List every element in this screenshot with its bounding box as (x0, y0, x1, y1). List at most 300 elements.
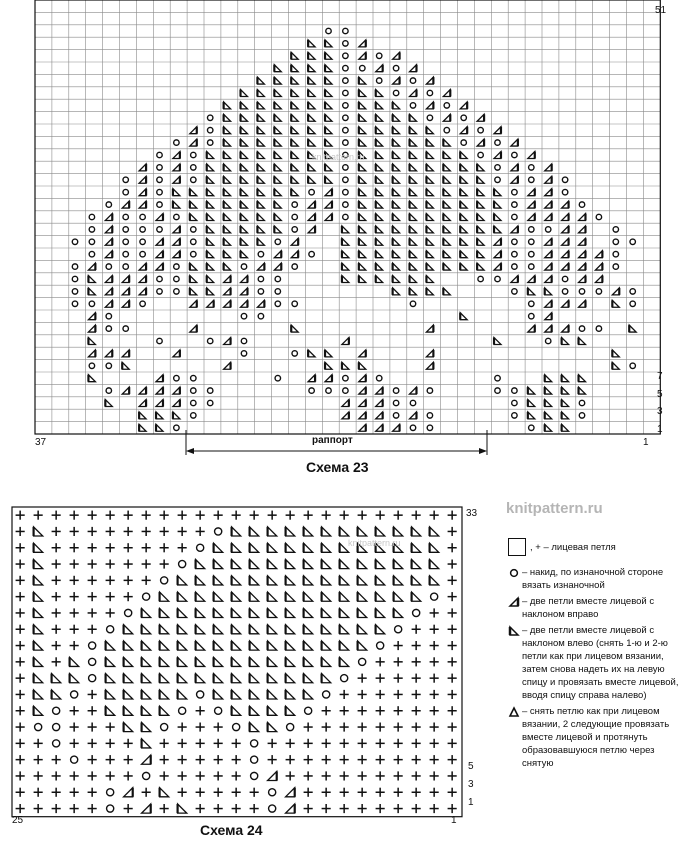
decrease-left-symbol (34, 576, 43, 585)
yarn-over-symbol (157, 189, 162, 194)
decrease-left-symbol (34, 657, 43, 666)
yarn-over-symbol (562, 189, 567, 194)
decrease-left-symbol (196, 576, 205, 585)
yarn-over-symbol (495, 165, 500, 170)
decrease-left-symbol (232, 690, 241, 699)
decrease-left-symbol (358, 608, 367, 617)
yarn-over-symbol (529, 301, 534, 306)
yarn-over-symbol (579, 413, 584, 418)
yarn-over-symbol (157, 177, 162, 182)
yarn-over-symbol (529, 425, 534, 430)
double-decrease-icon (508, 706, 520, 718)
decrease-left-symbol (142, 690, 151, 699)
yarn-over-symbol (292, 214, 297, 219)
yarn-over-symbol (326, 388, 331, 393)
decrease-left-symbol (304, 527, 313, 536)
decrease-left-symbol (178, 576, 187, 585)
yarn-over-symbol (596, 289, 601, 294)
yarn-over-symbol (495, 388, 500, 393)
yarn-over-symbol (630, 289, 635, 294)
decrease-left-symbol (34, 625, 43, 634)
yarn-over-symbol (251, 740, 258, 747)
decrease-left-symbol (304, 543, 313, 552)
yarn-over-symbol (157, 289, 162, 294)
yarn-over-symbol (529, 264, 534, 269)
yarn-over-symbol (343, 65, 348, 70)
yarn-over-symbol (72, 301, 77, 306)
decrease-left-symbol (160, 788, 169, 797)
yarn-over-symbol (123, 264, 128, 269)
yarn-over-symbol (343, 177, 348, 182)
repeat-label: раппорт (312, 435, 353, 446)
yarn-over-symbol (123, 239, 128, 244)
decrease-left-symbol (286, 576, 295, 585)
yarn-over-symbol (157, 227, 162, 232)
legend-sk2p-text: – снять петлю как при лицевом вязании, 2 следующие провязать вместе лицевой и протянуть образовавшуюся петлю через снятую (522, 706, 670, 769)
yarn-over-symbol (613, 227, 618, 232)
yarn-over-symbol (478, 152, 483, 157)
yarn-over-symbol (174, 425, 179, 430)
decrease-left-symbol (322, 592, 331, 601)
decrease-right-symbol (142, 755, 151, 764)
row-number-3b: 3 (468, 779, 474, 790)
decrease-left-symbol (358, 559, 367, 568)
yarn-over-symbol (269, 789, 276, 796)
yarn-over-symbol (233, 723, 240, 730)
yarn-over-symbol (393, 90, 398, 95)
yarn-over-symbol (123, 177, 128, 182)
yarn-over-symbol (106, 264, 111, 269)
decrease-left-symbol (304, 690, 313, 699)
yarn-over-symbol (410, 400, 415, 405)
yarn-over-symbol (343, 53, 348, 58)
yarn-over-symbol (512, 239, 517, 244)
decrease-left-symbol (196, 641, 205, 650)
yarn-over-symbol (191, 375, 196, 380)
decrease-left-symbol (34, 543, 43, 552)
decrease-left-symbol (250, 543, 259, 552)
decrease-left-symbol (232, 527, 241, 536)
decrease-left-symbol (250, 576, 259, 585)
decrease-left-symbol (34, 592, 43, 601)
decrease-left-symbol (142, 674, 151, 683)
decrease-left-symbol (340, 559, 349, 568)
yarn-over-symbol (545, 227, 550, 232)
yarn-over-symbol (53, 740, 60, 747)
decrease-left-symbol (250, 559, 259, 568)
decrease-left-symbol (340, 592, 349, 601)
yarn-over-symbol (613, 264, 618, 269)
yarn-over-symbol (495, 375, 500, 380)
yarn-over-symbol (258, 251, 263, 256)
yarn-over-symbol (512, 251, 517, 256)
decrease-left-symbol (286, 608, 295, 617)
yarn-over-symbol (512, 202, 517, 207)
decrease-left-symbol (304, 657, 313, 666)
decrease-left-symbol (358, 576, 367, 585)
legend-k2tog-left (508, 624, 688, 702)
yarn-over-symbol (251, 756, 258, 763)
row-number-5: 5 (657, 389, 663, 400)
yarn-over-symbol (292, 202, 297, 207)
yarn-over-symbol (191, 177, 196, 182)
decrease-left-symbol (124, 690, 133, 699)
scheme-23-grid (35, 0, 660, 434)
yarn-over-symbol (191, 152, 196, 157)
yarn-over-symbol (343, 388, 348, 393)
decrease-left-symbol (34, 706, 43, 715)
decrease-left-symbol (268, 690, 277, 699)
yarn-over-symbol (579, 400, 584, 405)
decrease-left-symbol (376, 559, 385, 568)
yarn-over-symbol (140, 214, 145, 219)
decrease-left-symbol (394, 576, 403, 585)
decrease-left-symbol (214, 608, 223, 617)
yarn-over-symbol (191, 251, 196, 256)
decrease-left-symbol (250, 592, 259, 601)
yarn-over-symbol (343, 115, 348, 120)
decrease-left-symbol (232, 576, 241, 585)
decrease-left-symbol (304, 625, 313, 634)
decrease-left-symbol (412, 592, 421, 601)
yarn-over-symbol (427, 115, 432, 120)
decrease-left-symbol (286, 543, 295, 552)
decrease-left-symbol (232, 592, 241, 601)
decrease-left-symbol (376, 608, 385, 617)
decrease-left-symbol (106, 674, 115, 683)
decrease-left-symbol (286, 527, 295, 536)
yarn-over-symbol (269, 805, 276, 812)
yarn-over-symbol (630, 239, 635, 244)
decrease-left-symbol (268, 576, 277, 585)
decrease-left-symbol (322, 559, 331, 568)
yarn-over-symbol (427, 425, 432, 430)
yarn-over-symbol (241, 264, 246, 269)
decrease-left-symbol (106, 657, 115, 666)
scheme-23-title: Схема 23 (306, 459, 369, 475)
yarn-over-symbol (53, 723, 60, 730)
yarn-over-symbol (309, 251, 314, 256)
decrease-left-symbol (214, 690, 223, 699)
yarn-over-symbol (123, 227, 128, 232)
yarn-over-symbol (343, 127, 348, 132)
yarn-over-symbol (161, 577, 168, 584)
yarn-over-symbol (529, 177, 534, 182)
decrease-left-symbol (268, 706, 277, 715)
decrease-left-symbol (250, 608, 259, 617)
decrease-left-symbol (106, 690, 115, 699)
yarn-over-symbol (106, 202, 111, 207)
decrease-left-symbol (124, 657, 133, 666)
yarn-over-symbol (106, 388, 111, 393)
yarn-over-symbol (444, 127, 449, 132)
yarn-over-symbol (478, 127, 483, 132)
row-number-1: 1 (657, 424, 663, 435)
decrease-left-symbol (124, 641, 133, 650)
yarn-over-symbol (410, 301, 415, 306)
decrease-left-symbol (340, 625, 349, 634)
yarn-over-symbol (89, 363, 94, 368)
decrease-left-symbol (160, 641, 169, 650)
decrease-left-symbol (304, 576, 313, 585)
decrease-left-symbol (34, 527, 43, 536)
decrease-left-symbol (34, 559, 43, 568)
yarn-over-symbol (427, 90, 432, 95)
decrease-left-icon (508, 625, 520, 637)
yarn-over-symbol (275, 301, 280, 306)
yarn-over-symbol (157, 152, 162, 157)
yarn-over-symbol (427, 388, 432, 393)
yarn-over-symbol (89, 301, 94, 306)
yarn-over-symbol (140, 251, 145, 256)
yarn-over-symbol (179, 560, 186, 567)
yarn-over-symbol (359, 658, 366, 665)
yarn-over-symbol (106, 313, 111, 318)
decrease-left-symbol (124, 625, 133, 634)
decrease-left-symbol (250, 674, 259, 683)
yarn-over-symbol (35, 723, 42, 730)
yarn-over-symbol (275, 239, 280, 244)
decrease-left-symbol (286, 641, 295, 650)
decrease-right-symbol (286, 804, 295, 813)
decrease-left-symbol (142, 657, 151, 666)
yarn-over-symbol (107, 626, 114, 633)
yarn-over-symbol (143, 593, 150, 600)
decrease-left-symbol (322, 608, 331, 617)
yarn-over-symbol (292, 264, 297, 269)
decrease-left-symbol (304, 641, 313, 650)
decrease-left-symbol (124, 674, 133, 683)
yarn-over-symbol (123, 214, 128, 219)
decrease-left-symbol (268, 543, 277, 552)
yarn-over-symbol (197, 544, 204, 551)
yarn-over-symbol (413, 609, 420, 616)
yarn-over-symbol (174, 140, 179, 145)
decrease-left-symbol (412, 543, 421, 552)
yarn-over-symbol (157, 338, 162, 343)
grid-watermark-23: knitpattern.ru (312, 152, 365, 162)
yarn-over-symbol (174, 264, 179, 269)
decrease-left-symbol (232, 543, 241, 552)
yarn-over-symbol (157, 276, 162, 281)
yarn-over-symbol (343, 375, 348, 380)
decrease-left-symbol (394, 592, 403, 601)
yarn-over-symbol (431, 593, 438, 600)
decrease-left-symbol (160, 657, 169, 666)
stitch-count-right-24: 1 (451, 815, 457, 826)
yarn-over-symbol (157, 202, 162, 207)
yarn-over-symbol (106, 326, 111, 331)
decrease-left-symbol (394, 527, 403, 536)
yarn-over-symbol (579, 202, 584, 207)
yarn-over-symbol (207, 115, 212, 120)
yarn-over-symbol (343, 103, 348, 108)
legend-knit-text: , + – лицевая петля (530, 541, 616, 553)
yarn-over-symbol (89, 658, 96, 665)
decrease-left-symbol (214, 674, 223, 683)
yarn-over-symbol (161, 723, 168, 730)
decrease-left-symbol (286, 657, 295, 666)
yarn-over-symbol (596, 214, 601, 219)
decrease-left-symbol (430, 576, 439, 585)
yarn-over-symbol (53, 707, 60, 714)
yarn-over-symbol (529, 239, 534, 244)
yarn-over-symbol (512, 400, 517, 405)
decrease-left-symbol (196, 559, 205, 568)
yarn-over-symbol (512, 214, 517, 219)
stitch-count-right: 1 (643, 437, 649, 448)
decrease-left-symbol (394, 608, 403, 617)
decrease-left-symbol (376, 625, 385, 634)
decrease-left-symbol (412, 559, 421, 568)
yarn-over-symbol (174, 375, 179, 380)
yarn-over-symbol (89, 251, 94, 256)
row-number-51: 51 (655, 5, 667, 16)
decrease-left-symbol (142, 722, 151, 731)
yarn-over-symbol (207, 388, 212, 393)
yarn-over-symbol (461, 140, 466, 145)
decrease-left-symbol (412, 576, 421, 585)
decrease-left-symbol (268, 625, 277, 634)
scheme-24-title: Схема 24 (200, 822, 263, 838)
yarn-over-symbol (191, 239, 196, 244)
decrease-left-symbol (286, 674, 295, 683)
decrease-left-symbol (160, 674, 169, 683)
yarn-over-symbol (512, 189, 517, 194)
yarn-over-symbol (343, 28, 348, 33)
decrease-left-symbol (232, 657, 241, 666)
decrease-left-symbol (340, 527, 349, 536)
yarn-over-symbol (410, 425, 415, 430)
decrease-left-symbol (34, 641, 43, 650)
decrease-left-symbol (322, 641, 331, 650)
yarn-over-symbol (191, 388, 196, 393)
decrease-right-symbol (268, 771, 277, 780)
decrease-right-symbol (142, 804, 151, 813)
yarn-over-symbol (207, 140, 212, 145)
row-number-33: 33 (466, 508, 478, 519)
decrease-left-symbol (124, 706, 133, 715)
yarn-over-symbol (71, 756, 78, 763)
yarn-over-symbol (305, 707, 312, 714)
decrease-left-symbol (70, 657, 79, 666)
yarn-over-symbol (123, 189, 128, 194)
decrease-left-symbol (250, 625, 259, 634)
yarn-over-symbol (309, 388, 314, 393)
site-watermark: knitpattern.ru (506, 500, 603, 517)
yarn-over-symbol (562, 289, 567, 294)
decrease-left-symbol (286, 625, 295, 634)
decrease-left-symbol (178, 641, 187, 650)
decrease-left-symbol (268, 657, 277, 666)
yarn-over-symbol (630, 301, 635, 306)
decrease-left-symbol (250, 690, 259, 699)
yarn-over-symbol (72, 239, 77, 244)
decrease-left-symbol (142, 641, 151, 650)
yarn-over-symbol (545, 338, 550, 343)
decrease-left-symbol (142, 608, 151, 617)
row-number-5b: 5 (468, 761, 474, 772)
yarn-over-symbol (360, 65, 365, 70)
decrease-left-symbol (286, 559, 295, 568)
yarn-over-symbol (341, 675, 348, 682)
yarn-over-symbol (613, 251, 618, 256)
yarn-over-symbol (343, 214, 348, 219)
decrease-left-symbol (196, 657, 205, 666)
yarn-over-symbol (343, 202, 348, 207)
yarn-over-symbol (444, 103, 449, 108)
legend-yarn-over (508, 566, 688, 592)
yarn-over-symbol (292, 301, 297, 306)
yarn-over-symbol (275, 276, 280, 281)
decrease-left-symbol (34, 690, 43, 699)
decrease-left-symbol (358, 625, 367, 634)
yarn-over-symbol (207, 400, 212, 405)
decrease-left-symbol (160, 608, 169, 617)
row-number-3: 3 (657, 406, 663, 417)
decrease-left-symbol (322, 543, 331, 552)
yarn-over-symbol (174, 289, 179, 294)
decrease-left-symbol (304, 608, 313, 617)
scheme-24-grid (12, 507, 462, 817)
yarn-over-symbol (258, 289, 263, 294)
decrease-left-symbol (412, 527, 421, 536)
yarn-over-symbol (343, 165, 348, 170)
decrease-left-symbol (250, 641, 259, 650)
legend-k2tog-left-text: – две петли вместе лицевой с наклоном влево (снять 1-ю и 2-ю петли как при лицевом вязании, затем снова надеть их на левую спицу и провязать вместе лицевой, вводя спицу справа налево) (522, 625, 679, 701)
yarn-over-symbol (123, 251, 128, 256)
decrease-left-symbol (52, 674, 61, 683)
decrease-right-symbol (124, 788, 133, 797)
decrease-left-symbol (268, 559, 277, 568)
yarn-over-symbol (287, 723, 294, 730)
decrease-left-symbol (286, 706, 295, 715)
decrease-left-symbol (340, 657, 349, 666)
decrease-left-symbol (142, 625, 151, 634)
decrease-left-symbol (376, 576, 385, 585)
decrease-left-symbol (34, 608, 43, 617)
decrease-left-symbol (250, 527, 259, 536)
yarn-over-symbol (495, 140, 500, 145)
yarn-over-symbol (215, 707, 222, 714)
decrease-left-symbol (268, 722, 277, 731)
decrease-left-symbol (322, 576, 331, 585)
yarn-over-symbol (241, 313, 246, 318)
yarn-over-symbol (512, 413, 517, 418)
yarn-over-symbol (89, 642, 96, 649)
yarn-over-symbol (191, 227, 196, 232)
decrease-left-symbol (430, 527, 439, 536)
yarn-over-icon (508, 567, 520, 579)
yarn-over-symbol (579, 289, 584, 294)
stitch-count-left: 37 (35, 437, 47, 448)
yarn-over-symbol (529, 251, 534, 256)
decrease-left-symbol (340, 608, 349, 617)
decrease-left-symbol (124, 722, 133, 731)
yarn-over-symbol (343, 189, 348, 194)
decrease-left-symbol (160, 690, 169, 699)
yarn-over-symbol (376, 78, 381, 83)
legend-k2tog-right (508, 595, 688, 621)
legend-k2tog-right-text: – две петли вместе лицевой с наклоном вправо (522, 596, 655, 620)
yarn-over-symbol (376, 53, 381, 58)
decrease-left-symbol (250, 706, 259, 715)
decrease-left-symbol (178, 657, 187, 666)
decrease-left-symbol (304, 674, 313, 683)
yarn-over-symbol (71, 691, 78, 698)
decrease-left-symbol (322, 674, 331, 683)
yarn-over-symbol (251, 772, 258, 779)
